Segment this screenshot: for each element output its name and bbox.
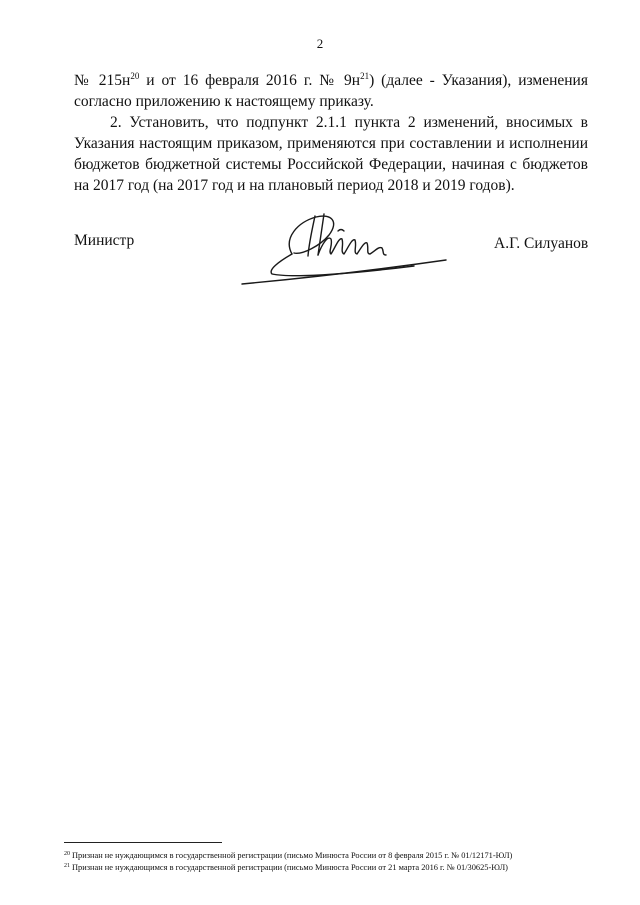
footnote-text: Признан не нуждающимся в государственной регистрации (письмо Минюста России от 21 марта 2016 г. № 01/30625-ЮЛ) [72, 863, 508, 872]
footnote-ref-20: 20 [130, 71, 140, 81]
footnote-separator [64, 842, 222, 843]
paragraph-1-part-b: и от 16 февраля 2016 г. № 9н [139, 72, 361, 89]
footnote-ref-21: 21 [360, 71, 370, 81]
paragraph-1-part-c: ) (далее - Указания), изменения согласно приложению к настоящему приказу. [74, 72, 588, 110]
footnote-text: Признан не нуждающимся в государственной регистрации (письмо Минюста России от 8 февраля 2015 г. № 01/12171-ЮЛ) [72, 851, 513, 860]
paragraph-2: 2. Установить, что подпункт 2.1.1 пункта 2 изменений, вносимых в Указания настоящим приказом, применяются при составлении и исполнении бюджетов бюджетной системы Российской Федерации, начиная с бюджетов на 2017 год (на 2017 год и на плановый период 2018 и 2019 годов). [74, 114, 588, 194]
page-number: 2 [316, 36, 324, 51]
footnote-mark: 20 [64, 851, 70, 857]
paragraph-1-part-a: № 215н [74, 72, 131, 89]
footnote-21 [64, 862, 624, 874]
handwritten-signature [236, 208, 452, 292]
footnote-mark: 21 [64, 863, 70, 869]
footnote-20 [64, 850, 624, 862]
minister-name: А.Г. Силуанов [494, 235, 589, 252]
minister-title: Министр [74, 232, 135, 249]
footnotes [64, 850, 624, 874]
document-body [74, 70, 588, 196]
paragraph-1 [74, 70, 588, 112]
